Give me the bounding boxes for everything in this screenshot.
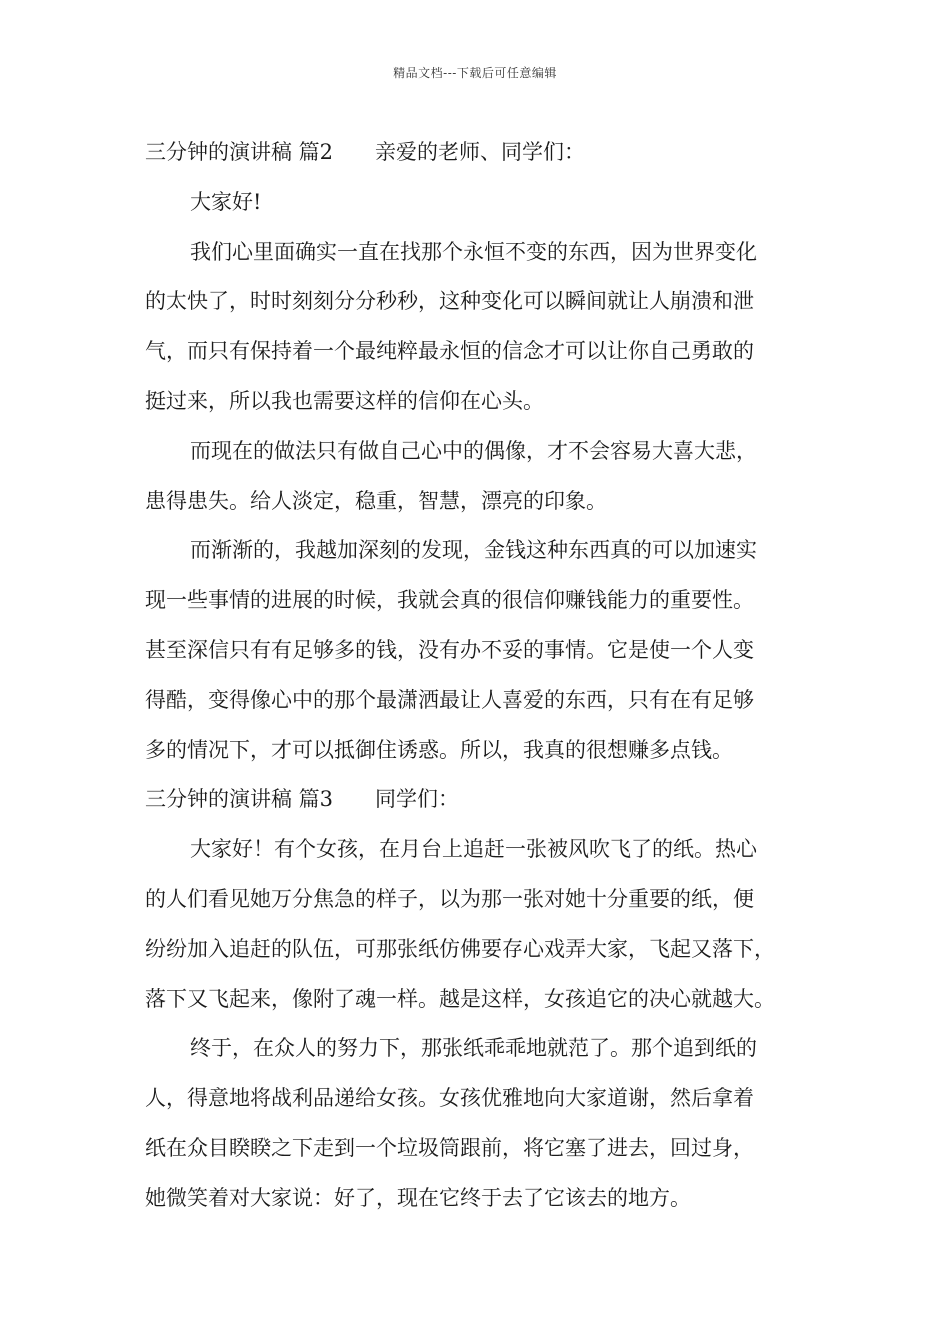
paragraph-line: 而渐渐的，我越加深刻的发现，金钱这种东西真的可以加速实 [190, 538, 757, 563]
paragraph-line: 甚至深信只有有足够多的钱，没有办不妥的事情。它是使一个人变 [145, 637, 754, 662]
paragraph [145, 228, 825, 427]
paragraph-line: 得酷，变得像心中的那个最潇洒最让人喜爱的东西，只有在有足够 [145, 687, 754, 712]
paragraph [145, 427, 825, 527]
paragraph-line: 她微笑着对大家说：好了，现在它终于去了它该去的地方。 [145, 1185, 691, 1210]
greeting-line: 大家好! [190, 189, 262, 214]
document-body [145, 128, 825, 1224]
section-title: 三分钟的演讲稿 篇3 [145, 787, 334, 812]
section-heading [145, 775, 825, 825]
paragraph-line: 大家好！有个女孩，在月台上追赶一张被风吹飞了的纸。热心 [190, 837, 757, 862]
section-salutation: 同学们： [375, 787, 460, 812]
paragraph [145, 1024, 825, 1223]
paragraph-line: 现一些事情的进展的时候，我就会真的很信仰赚钱能力的重要性。 [145, 588, 754, 613]
paragraph-line: 的太快了，时时刻刻分分秒秒，这种变化可以瞬间就让人崩溃和泄 [145, 289, 754, 314]
paragraph-line: 挺过来，所以我也需要这样的信仰在心头。 [145, 388, 544, 413]
section-title: 三分钟的演讲稿 篇2 [145, 140, 334, 164]
paragraph-line: 而现在的做法只有做自己心中的偶像，才不会容易大喜大悲， [190, 438, 757, 463]
paragraph-line: 纸在众目睽睽之下走到一个垃圾筒跟前，将它塞了进去，回过身， [145, 1135, 754, 1160]
page-header-watermark: 精品文档---下载后可任意编辑 [393, 66, 557, 80]
paragraph-line: 终于，在众人的努力下，那张纸乖乖地就范了。那个追到纸的 [190, 1036, 757, 1061]
paragraph-line: 气，而只有保持着一个最纯粹最永恒的信念才可以让你自己勇敢的 [145, 339, 754, 364]
section-heading [145, 128, 825, 178]
paragraph [145, 825, 825, 1024]
paragraph-line: 多的情况下，才可以抵御住诱惑。所以，我真的很想赚多点钱。 [145, 737, 733, 762]
paragraph-line: 我们心里面确实一直在找那个永恒不变的东西，因为世界变化 [190, 239, 757, 264]
paragraph-line: 纷纷加入追赶的队伍，可那张纸仿佛要存心戏弄大家，飞起又落下， [145, 936, 775, 961]
paragraph-line: 患得患失。给人淡定，稳重，智慧，漂亮的印象。 [145, 488, 607, 513]
paragraph [145, 526, 825, 775]
section-salutation: 亲爱的老师、同学们： [375, 140, 586, 164]
paragraph-line: 的人们看见她万分焦急的样子，以为那一张对她十分重要的纸，便 [145, 886, 754, 911]
paragraph-line: 人，得意地将战利品递给女孩。女孩优雅地向大家道谢，然后拿着 [145, 1086, 754, 1111]
paragraph-line: 落下又飞起来，像附了魂一样。越是这样，女孩追它的决心就越大。 [145, 986, 775, 1011]
